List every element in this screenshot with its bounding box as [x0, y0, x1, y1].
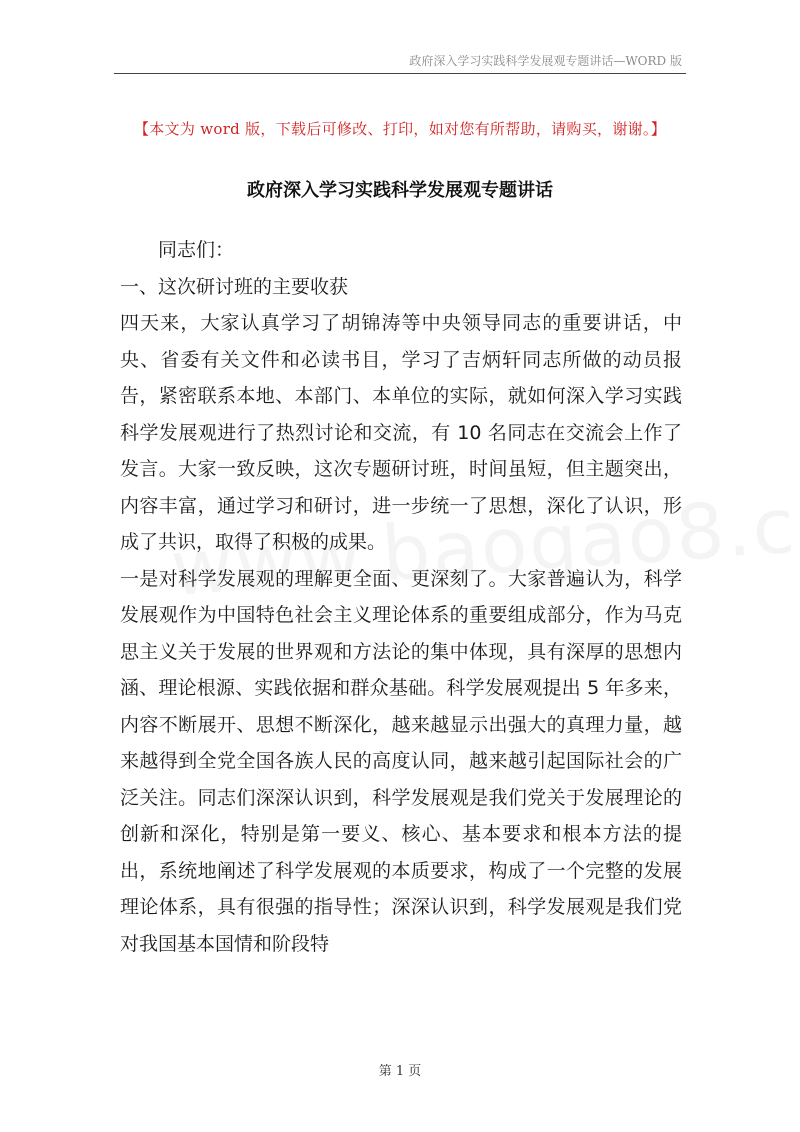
paragraph: 四天来，大家认真学习了胡锦涛等中央领导同志的重要讲话，中央、省委有关文件和必读书目，学习了吉炳轩同志所做的动员报告，紧密联系本地、本部门、本单位的实际，就如何深入学习实践科学发展观进行了热烈讨论和交流，有 10 名同志在交流会上作了发言。大家一致反映，这次专题研讨班，时间虽短，但主题突出，内容丰富，通过学习和研讨，进一步统一了思想，深化了认识，形成了共识，取得了积极的成果。	[120, 312, 682, 553]
header-divider	[114, 73, 686, 74]
page-number: 第 1 页	[378, 1064, 422, 1079]
document-title: 政府深入学习实践科学发展观专题讲话	[247, 180, 553, 201]
running-header: 政府深入学习实践科学发展观专题讲话—WORD 版	[409, 54, 682, 68]
paragraph: 一是对科学发展观的理解更全面、更深刻了。大家普遍认为，科学发展观作为中国特色社会主义理论体系的重要组成部分，作为马克思主义关于发展的世界观和方法论的集中体现，具有深厚的思想内涵、理论根源、实践依据和群众基础。科学发展观提出 5 年多来，内容不断展开、思想不断深化，越来越显示出强大的真理力量，越来越得到全党全国各族人民的高度认同，越来越引起国际社会的广泛关注。同志们深深认识到，科学发展观是我们党关于发展理论的创新和深化，特别是第一要义、核心、基本要求和根本方法的提出，系统地阐述了科学发展观的本质要求，构成了一个完整的发展理论体系，具有很强的指导性；深深认识到，科学发展观是我们党对我国基本国情和阶段特	[120, 567, 682, 955]
greeting: 同志们：	[158, 239, 235, 261]
download-notice: 【本文为 word 版，下载后可修改、打印，如对您有所帮助，请购买，谢谢。】	[133, 120, 667, 138]
document-body	[120, 232, 682, 962]
section-heading: 一、这次研讨班的主要收获	[120, 275, 349, 298]
